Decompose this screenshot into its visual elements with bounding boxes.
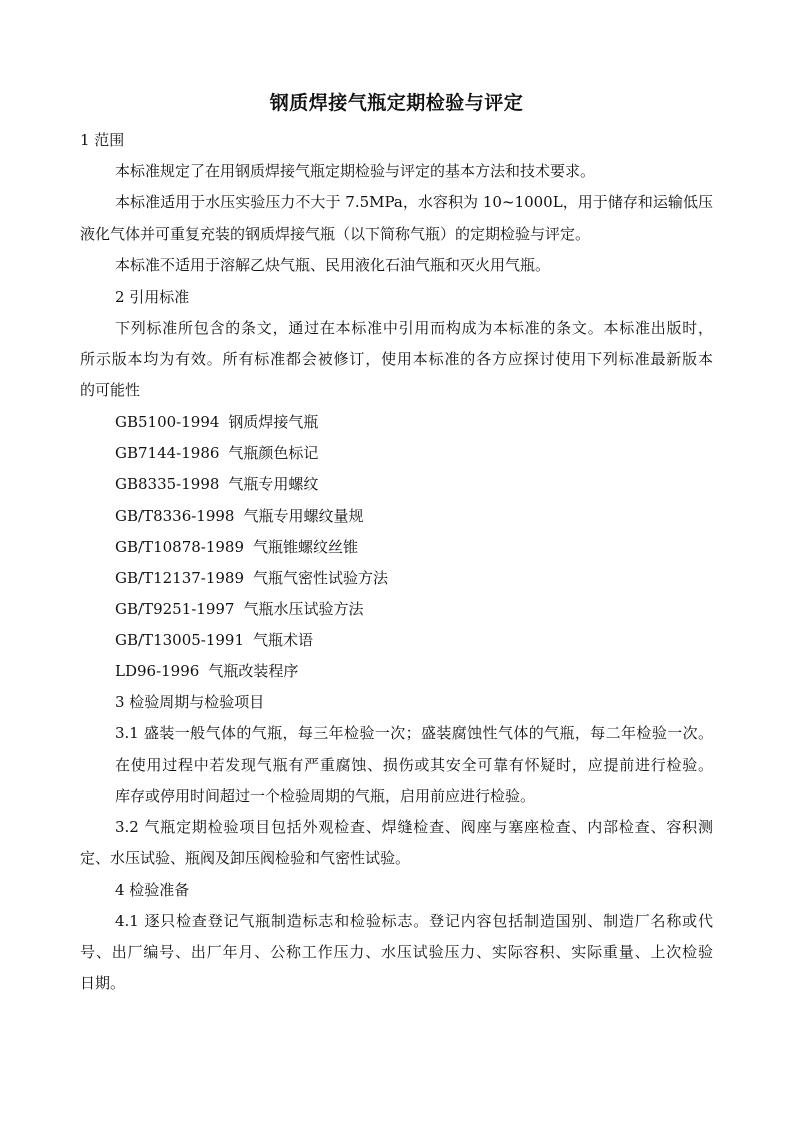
standard-code: GB/T10878-1989: [115, 538, 245, 556]
section-3-1-line-3: 库存或停用时间超过一个检验周期的气瓶，启用前应进行检验。: [115, 787, 536, 805]
standard-name: 气瓶术语: [253, 631, 314, 649]
standard-name: 气瓶水压试验方法: [243, 600, 364, 618]
section-4-1-line-1: 4.1 逐只检查登记气瓶制造标志和检验标志。登记内容包括制造国别、制造厂名称或代: [115, 912, 713, 930]
standard-item: [115, 506, 364, 526]
standard-item: [115, 568, 388, 588]
standard-code: LD96-1996: [115, 662, 200, 680]
standard-item: [115, 474, 318, 494]
section-4-1-line-2: 号、出厂编号、出厂年月、公称工作压力、水压试验压力、实际容积、实际重量、上次检验: [80, 943, 713, 961]
standard-name: 气瓶改装程序: [208, 662, 299, 680]
section-2-paragraph-line-2: 所示版本均为有效。所有标准都会被修订，使用本标准的各方应探讨使用下列标准最新版本: [80, 350, 713, 368]
standard-name: 气瓶专用螺纹: [228, 475, 319, 493]
standard-name: 气瓶专用螺纹量规: [243, 507, 364, 525]
standard-name: 钢质焊接气瓶: [228, 413, 319, 431]
standard-code: GB8335-1998: [115, 475, 220, 493]
standard-item: [115, 443, 318, 463]
standard-name: 气瓶锥螺纹丝锥: [253, 538, 359, 556]
standard-name: 气瓶颜色标记: [228, 444, 319, 462]
section-1-paragraph-2-line-2: 液化气体并可重复充装的钢质焊接气瓶（以下简称气瓶）的定期检验与评定。: [80, 225, 591, 243]
section-3-1-line-2: 在使用过程中若发现气瓶有严重腐蚀、损伤或其安全可靠有怀疑时，应提前进行检验。: [115, 756, 713, 774]
standard-code: GB7144-1986: [115, 444, 220, 462]
standard-item: [115, 661, 298, 681]
section-2-paragraph-line-3: 的可能性: [80, 381, 141, 399]
standard-code: GB/T9251-1997: [115, 600, 235, 618]
section-4-heading: 4 检验准备: [115, 881, 190, 899]
standard-code: GB5100-1994: [115, 413, 220, 431]
section-1-paragraph-1: 本标准规定了在用钢质焊接气瓶定期检验与评定的基本方法和技术要求。: [115, 162, 596, 180]
section-3-2-line-2: 定、水压试验、瓶阀及卸压阀检验和气密性试验。: [80, 849, 411, 867]
standard-item: [115, 537, 358, 557]
standard-item: [115, 599, 364, 619]
standard-item: [115, 630, 313, 650]
standard-code: GB/T13005-1991: [115, 631, 245, 649]
section-3-1-line-1: 3.1 盛装一般气体的气瓶，每三年检验一次；盛装腐蚀性气体的气瓶，每二年检验一次。: [115, 724, 713, 742]
section-1-paragraph-3: 本标准不适用于溶解乙炔气瓶、民用液化石油气瓶和灭火用气瓶。: [115, 256, 551, 274]
section-1-paragraph-2-line-1: 本标准适用于水压实验压力不大于 7.5MPa，水容积为 10~1000L，用于储存和运输低压: [115, 193, 713, 211]
section-2-heading: 2 引用标准: [115, 288, 190, 306]
section-3-2-line-1: 3.2 气瓶定期检验项目包括外观检查、焊缝检查、阀座与塞座检查、内部检查、容积测: [115, 818, 713, 836]
section-3-heading: 3 检验周期与检验项目: [115, 693, 265, 711]
section-1-heading: 1 范围: [80, 131, 125, 149]
standard-code: GB/T12137-1989: [115, 569, 245, 587]
section-2-paragraph-line-1: 下列标准所包含的条文，通过在本标准中引用而构成为本标准的条文。本标准出版时，: [115, 319, 713, 337]
document-title: 钢质焊接气瓶定期检验与评定: [269, 92, 524, 114]
section-4-1-line-3: 日期。: [80, 974, 126, 992]
standard-item: [115, 412, 318, 432]
standard-code: GB/T8336-1998: [115, 507, 235, 525]
standard-name: 气瓶气密性试验方法: [253, 569, 389, 587]
